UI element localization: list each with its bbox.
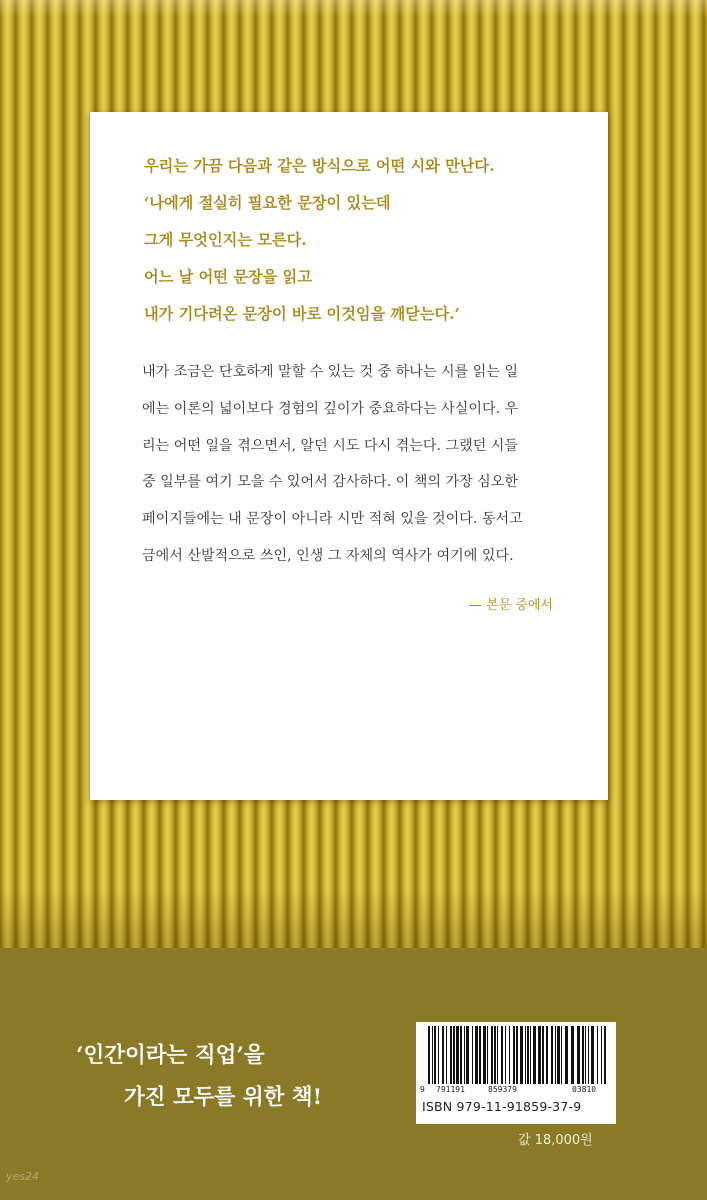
- quote-line: 내가 기다려온 문장이 바로 이것임을 깨닫는다.’: [144, 305, 460, 323]
- barcode-bar: [565, 1026, 568, 1084]
- barcode-bar: [446, 1026, 447, 1084]
- barcode-bar: [475, 1026, 478, 1084]
- body-line: 페이지들에는 내 문장이 아니라 시만 적혀 있을 것이다. 동서고: [142, 511, 523, 528]
- barcode-bar: [442, 1026, 444, 1084]
- barcode-bar: [551, 1026, 553, 1084]
- excerpt-source: — 본문 중에서: [468, 598, 553, 613]
- barcode-bar: [601, 1026, 602, 1084]
- barcode-bar: [479, 1026, 481, 1084]
- body-line: 내가 조금은 단호하게 말할 수 있는 것 중 하나는 시를 읽는 일: [142, 364, 519, 380]
- excerpt-card: [90, 112, 608, 800]
- barcode-bar: [450, 1026, 452, 1084]
- barcode-bar: [546, 1026, 548, 1084]
- price-label: 값 18,000원: [518, 1133, 593, 1148]
- barcode-bar: [453, 1026, 455, 1084]
- barcode-bar: [483, 1026, 486, 1084]
- pull-quote: [144, 148, 564, 333]
- barcode-bar: [456, 1026, 459, 1084]
- barcode-digit: 859379: [488, 1085, 517, 1094]
- barcode-bar: [505, 1026, 506, 1084]
- barcode-bar: [530, 1026, 531, 1084]
- barcode-bar: [428, 1026, 430, 1084]
- barcode-bar: [604, 1026, 606, 1084]
- barcode-bar: [438, 1026, 439, 1084]
- barcode-bar: [585, 1026, 586, 1084]
- quote-line: ‘나에게 절실히 필요한 문장이 있는데: [144, 194, 391, 212]
- barcode-bar: [472, 1026, 473, 1084]
- barcode-bar: [509, 1026, 510, 1084]
- barcode-bar: [466, 1026, 469, 1084]
- barcode-bar: [588, 1026, 589, 1084]
- barcode-bar: [557, 1026, 560, 1084]
- barcode-bar: [542, 1026, 544, 1084]
- barcode-bar: [487, 1026, 488, 1084]
- barcode-bar: [533, 1026, 536, 1084]
- barcode-bar: [555, 1026, 556, 1084]
- quote-line: 어느 날 어떤 문장을 읽고: [144, 268, 312, 286]
- barcode: [416, 1022, 616, 1124]
- barcode-bar: [460, 1026, 462, 1084]
- barcode-digit: 9: [420, 1085, 425, 1094]
- quote-line: 그게 무엇인지는 모른다.: [144, 231, 307, 249]
- barcode-bar: [432, 1026, 433, 1084]
- tagline-line-1: ‘인간이라는 직업’을: [76, 1043, 265, 1068]
- barcode-bar: [577, 1026, 580, 1084]
- barcode-digit: 03810: [572, 1085, 597, 1094]
- body-line: 에는 이론의 넓이보다 경험의 깊이가 중요하다는 사실이다. 우: [142, 400, 519, 417]
- barcode-bar: [561, 1026, 562, 1084]
- barcode-bar: [501, 1026, 503, 1084]
- barcode-bar: [516, 1026, 518, 1084]
- barcode-bar: [464, 1026, 465, 1084]
- barcode-digit: 791191: [436, 1085, 465, 1094]
- body-line: 중 일부를 여기 모을 수 있어서 감사하다. 이 책의 가장 심오한: [142, 474, 519, 491]
- barcode-bar: [597, 1026, 598, 1084]
- barcode-bar: [497, 1026, 498, 1084]
- body-line: 금에서 산발적으로 쓰인, 인생 그 자체의 역사가 여기에 있다.: [142, 547, 514, 564]
- barcode-bar: [571, 1026, 574, 1084]
- barcode-bar: [538, 1026, 541, 1084]
- barcode-bar: [494, 1026, 496, 1084]
- barcode-bar: [591, 1026, 594, 1084]
- tagline-line-2: 가진 모두를 위한 책!: [124, 1085, 323, 1110]
- quote-line: 우리는 가끔 다음과 같은 방식으로 어떤 시와 만난다.: [144, 157, 495, 175]
- excerpt-body: [142, 354, 562, 575]
- barcode-bar: [582, 1026, 584, 1084]
- body-line: 리는 어떤 일을 겪으면서, 알던 시도 다시 겪는다. 그랬던 시들: [142, 437, 519, 454]
- isbn-number: ISBN 979-11-91859-37-9: [422, 1099, 582, 1114]
- watermark: yes24: [6, 1170, 40, 1183]
- barcode-bar: [513, 1026, 515, 1084]
- barcode-bar: [434, 1026, 436, 1084]
- barcode-bar: [527, 1026, 529, 1084]
- barcode-bar: [525, 1026, 526, 1084]
- barcode-bar: [491, 1026, 493, 1084]
- barcode-bar: [520, 1026, 523, 1084]
